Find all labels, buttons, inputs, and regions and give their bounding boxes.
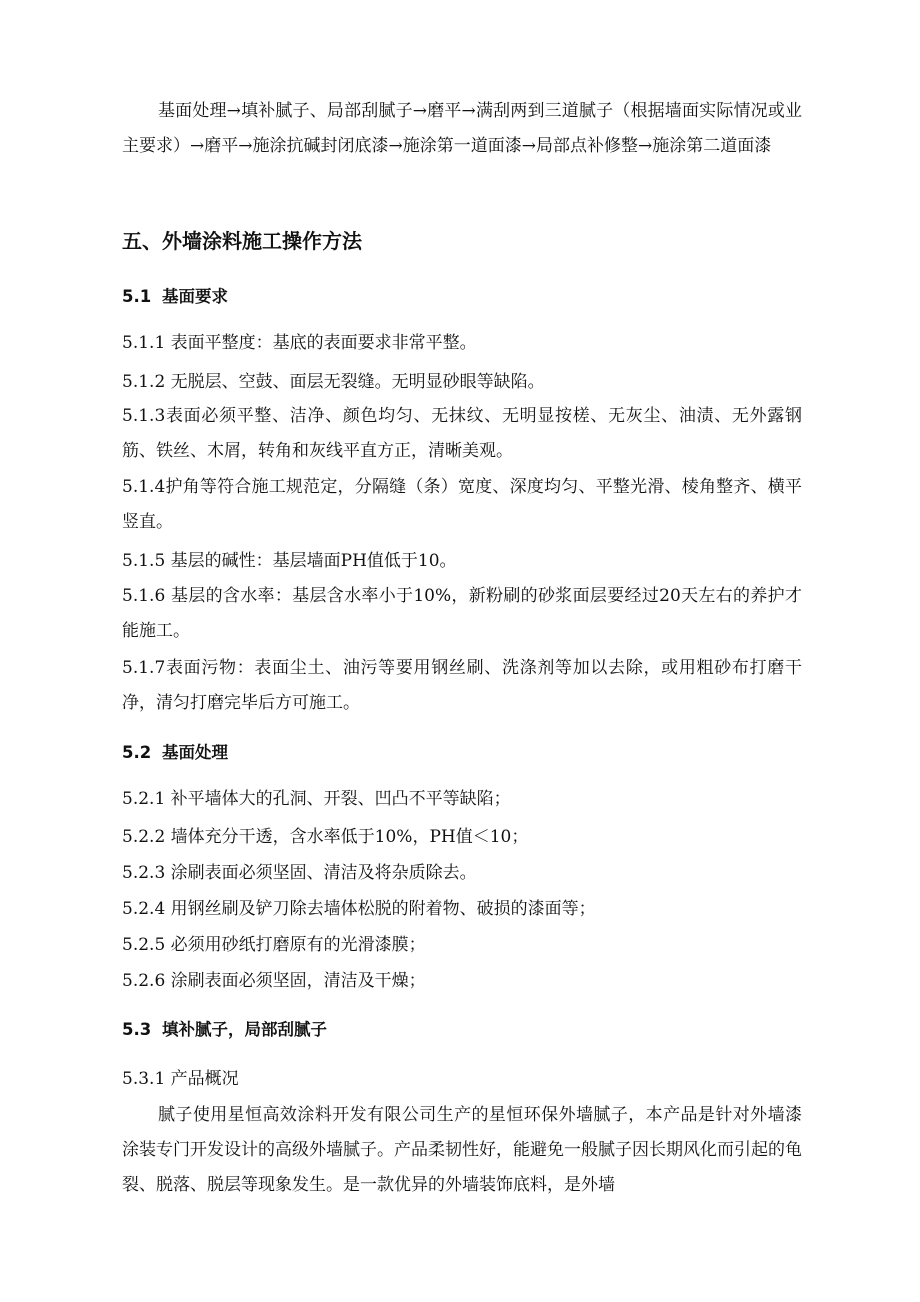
heading-5-3 xyxy=(122,1015,802,1045)
item-5-2-4: 5.2.4 用钢丝刷及铲刀除去墙体松脱的附着物、破损的漆面等； xyxy=(122,899,596,919)
item-5-1-5: 5.1.5 基层的碱性：基层墙面PH值低于10。 xyxy=(122,551,457,571)
item-5-2-1: 5.2.1 补平墙体大的孔洞、开裂、凹凸不平等缺陷； xyxy=(122,789,511,809)
heading-text: 基面要求 xyxy=(162,287,228,306)
heading-text: 基面处理 xyxy=(162,743,228,762)
item-5-2-2: 5.2.2 墙体充分干透，含水率低于10%，PH值＜10； xyxy=(122,827,529,847)
item-5-1-2: 5.1.2 无脱层、空鼓、面层无裂缝。无明显砂眼等缺陷。 xyxy=(122,372,545,392)
heading-5-1 xyxy=(122,282,802,312)
heading-5-2 xyxy=(122,738,802,768)
item-5-2-3: 5.2.3 涂刷表面必须坚固、清洁及将杂质除去。 xyxy=(122,863,477,883)
heading-number: 5.1 xyxy=(122,287,152,306)
heading-number: 5.2 xyxy=(122,743,152,762)
item-5-2-5: 5.2.5 必须用砂纸打磨原有的光滑漆膜； xyxy=(122,935,426,955)
product-overview-paragraph: 腻子使用星恒高效涂料开发有限公司生产的星恒环保外墙腻子，本产品是针对外墙漆涂装专门开发设计的高级外墙腻子。产品柔韧性好，能避免一般腻子因长期风化而引起的龟裂、脱落、脱层等现象发生。是一款优异的外墙装饰底料，是外墙 xyxy=(122,1105,802,1195)
item-5-1-4: 5.1.4护角等符合施工规范定，分隔缝（条）宽度、深度均匀、平整光滑、棱角整齐、横平竖直。 xyxy=(122,477,802,532)
intro-paragraph: 基面处理→填补腻子、局部刮腻子→磨平→满刮两到三道腻子（根据墙面实际情况或业主要求）→磨平→施涂抗碱封闭底漆→施涂第一道面漆→局部点补修整→施涂第二道面漆 xyxy=(122,101,802,156)
sub-heading-5-3-1: 5.3.1 产品概况 xyxy=(122,1069,239,1089)
heading-text: 填补腻子，局部刮腻子 xyxy=(162,1020,327,1039)
item-5-1-1: 5.1.1 表面平整度：基底的表面要求非常平整。 xyxy=(122,333,477,353)
heading-number: 5.3 xyxy=(122,1020,152,1039)
item-5-2-6: 5.2.6 涂刷表面必须坚固，清洁及干燥； xyxy=(122,971,426,991)
item-5-1-3: 5.1.3表面必须平整、洁净、颜色均匀、无抹纹、无明显按槎、无灰尘、油渍、无外露钢筋、铁丝、木屑，转角和灰线平直方正，清晰美观。 xyxy=(122,406,802,461)
item-5-1-7: 5.1.7表面污物：表面尘土、油污等要用钢丝刷、洗涤剂等加以去除，或用粗砂布打磨干净，清匀打磨完毕后方可施工。 xyxy=(122,658,802,713)
section-title: 五、外墙涂料施工操作方法 xyxy=(122,229,362,253)
item-5-1-6: 5.1.6 基层的含水率：基层含水率小于10%，新粉刷的砂浆面层要经过20天左右的养护才能施工。 xyxy=(122,586,802,641)
